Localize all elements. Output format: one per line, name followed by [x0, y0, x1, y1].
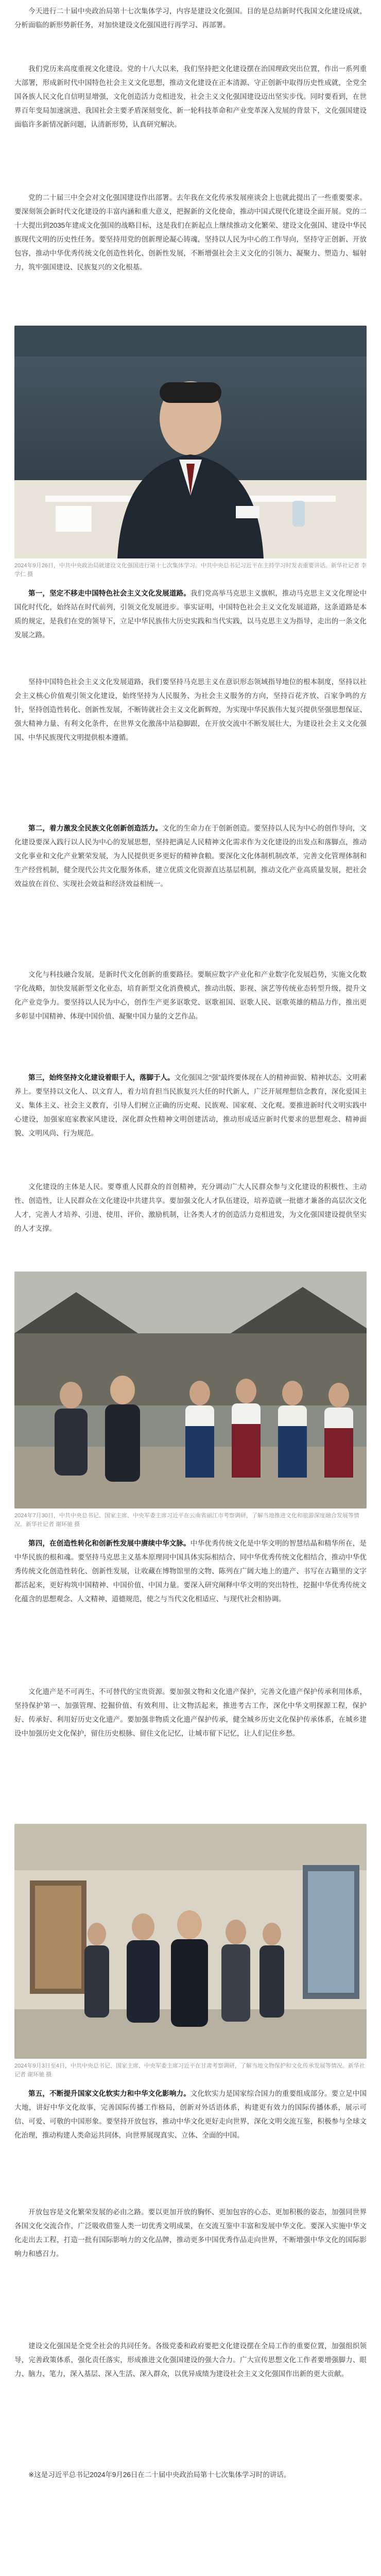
study-session-image [14, 326, 367, 558]
paragraph [14, 821, 367, 891]
photo-caption: 2024年9月3日至4日，中共中央总书记、国家主席、中央军委主席习近平在甘肃考察调研，了解当地文物保护和文化传承发展等情况。新华社记者 谢环驰 摄 [14, 2063, 365, 2078]
paragraph [14, 2468, 367, 2482]
paragraph-lead: 第二，着力激发全民族文化创新创造活力。 [28, 824, 163, 832]
paragraph-text: 文化遗产是不可再生、不可替代的宝贵资源。要加强文物和文化遗产保护，完善文化遗产保护传承利用体系，坚持保护第一、加强管理、挖掘价值、有效利用、让文物活起来，推进考古工作，深化中华文明探源工程，保护好、传承好、利用好历史文化遗产。要加强非物质文化遗产保护传承，健全城乡历史文化保护传承体系，在城乡建设中加强历史文化保护，留住历史根脉、留住文化记忆，让城市留下记忆，让人们记住乡愁。 [14, 1688, 367, 1737]
paragraph-text: 文化与科技融合发展，是新时代文化创新的重要路径。要顺应数字产业化和产业数字化发展趋势，实施文化数字化战略，加快发展新型文化业态，培育新型文化消费模式，推动出版、影视、演艺等传统业态转型升级，提升文化产业竞争力。要坚持以人民为中心，创作生产更多讴歌党、讴歌祖国、讴歌人民、讴歌英雄的精品力作，推出更多彰显中国精神、体现中国价值、凝聚中国力量的文艺作品。 [14, 971, 367, 1020]
paragraph-text: ※这是习近平总书记2024年9月26日在二十届中央政治局第十七次集体学习时的讲话。 [28, 2471, 291, 2479]
paragraph-text: 中华优秀传统文化是中华文明的智慧结晶和精华所在，是中华民族的根和魂。要坚持马克思主义基本原理同中国具体实际相结合、同中华优秀传统文化相结合，推动中华优秀传统文化创造性转化、创新性发展，让收藏在博物馆里的文物、陈列在广阔大地上的遗产、书写在古籍里的文字都活起来，更好构筑中国精神、中国价值、中国力量。要深入研究阐释中华文明的突出特性，挖掘中华优秀传统文化蕴含的思想观念、人文精神、道德规范，使之与当代文化相适应、与现代社会相协调。 [14, 1539, 367, 1603]
photo-caption: 2024年9月26日，中共中央政治局就建设文化强国进行第十七次集体学习。中共中央总书记习近平在主持学习时发表重要讲话。新华社记者 李学仁 摄 [14, 563, 367, 578]
paragraph [14, 191, 367, 274]
paragraph [14, 1536, 367, 1606]
paragraph-lead: 第四，在创造性转化和创新性发展中赓续中华文脉。 [28, 1539, 190, 1547]
paragraph-text: 开放包容是文化繁荣发展的必由之路。要以更加开放的胸怀、更加包容的心态、更加积极的姿态，加强同世界各国文化交流合作，广泛吸收借鉴人类一切优秀文明成果，在交流互鉴中丰富和发展中华文化。要深入实施中华文化走出去工程，打造一批有国际影响力的文化品牌，推动更多中国优秀作品走向世界，不断增强中华文化的国际影响力和感召力。 [14, 2208, 367, 2258]
lijiang-visit-image [14, 1272, 367, 1509]
gansu-visit-image [14, 1824, 367, 2059]
paragraph-text: 建设文化强国是全党全社会的共同任务。各级党委和政府要把文化建设摆在全局工作的重要位置，加强组织领导，完善政策体系，强化责任落实，形成推进文化强国建设的强大合力。广大宣传思想文化工作者要增强脚力、眼力、脑力、笔力，深入基层、深入生活、深入群众，以优异成绩为建设社会主义文化强国作出新的更大贡献。 [14, 2342, 367, 2378]
paragraph [14, 675, 367, 744]
paragraph [14, 2205, 367, 2261]
paragraph-text: 文化强国之“强”最终要体现在人的精神面貌、精神状态、文明素养上。要坚持以文化人、以文育人，着力培育担当民族复兴大任的时代新人，广泛开展理想信念教育，深化爱国主义、集体主义、社会主义教育，引导人们树立正确的历史观、民族观、国家观、文化观。要推进新时代文明实践中心建设，加强家庭家教家风建设，深化群众性精神文明创建活动，推动形成适应新时代要求的思想观念、精神面貌、文明风尚、行为规范。 [14, 1074, 367, 1137]
paragraph [14, 1180, 367, 1235]
paragraph [14, 1071, 367, 1140]
paragraph [14, 586, 367, 642]
paragraph [14, 968, 367, 1023]
paragraph [14, 1685, 367, 1740]
photo-lijiang-visit [14, 1272, 367, 1509]
paragraph [14, 4, 367, 32]
paragraph-text: 文化建设的主体是人民。要尊重人民群众的首创精神，充分调动广大人民群众参与文化建设的积极性、主动性、创造性，让人民群众在文化建设中共建共享。要加强文化人才队伍建设，培养造就一批德才兼备的高层次文化人才，完善人才培养、引进、使用、评价、激励机制，让各类人才的创造活力竞相进发，为文化强国建设提供坚实的人才支撑。 [14, 1183, 367, 1232]
paragraph-text: 我们党历来高度重视文化建设。党的十八大以来，我们坚持把文化建设摆在治国理政突出位置，作出一系列重大部署，形成新时代中国特色社会主义文化思想，推动文化建设在正本清源、守正创新中取得历史性成就，全党全国各族人民文化自信明显增强，文化创造活力竞相进发，社会主义文化强国建设迈出坚实步伐。同时要看到，在世界百年变局加速演进、我国社会主要矛盾深刻变化、新一轮科技革命和产业变革深入发展的背景下，文化强国建设面临许多新情况新问题，认清新形势，认真研究解决。 [14, 65, 367, 128]
paragraph [14, 2339, 367, 2381]
paragraph-text: 文化软实力是国家综合国力的重要组成部分。要立足中国大地，讲好中华文化故事，完善国际传播工作格局，创新对外话语体系，构建更有效力的国际传播体系，展示可信、可爱、可敬的中国形象。要坚持开放包容，推动中华文化更好走向世界，深化文明交流互鉴，积极参与全球文化治理，推动构建人类命运共同体，向世界展现真实、立体、全面的中国。 [14, 2090, 367, 2139]
paragraph [14, 2087, 367, 2142]
paragraph-text: 今天进行二十届中央政治局第十七次集体学习，内容是建设文化强国。目的是总结新时代我国文化建设成就，分析面临的新形势新任务，对加快建设文化强国进行再学习、再部署。 [14, 7, 367, 29]
paragraph-lead: 第一，坚定不移走中国特色社会主义文化发展道路。 [28, 589, 190, 597]
paragraph [14, 62, 367, 131]
photo-study-session [14, 326, 367, 558]
paragraph-text: 我们党高举马克思主义旗帜，推动马克思主义文化理论中国化时代化，始终站在时代前列，引领文化发展进步。事实证明，中国特色社会主义文化发展道路，这条道路是本质的规定，是我们在党的领导下，立足中华民族伟大历史实践和当代实践，以马克思主义为指导，走出的一条文化发展之路。 [14, 589, 367, 639]
photo-gansu-visit [14, 1824, 367, 2059]
paragraph-text: 党的二十届三中全会对文化强国建设作出部署。去年我在文化传承发展座谈会上也就此提出了一些重要要求。要深刻领会新时代文化建设的丰富内涵和重大意义，把握新的文化使命，推动中国式现代化建设全面开展。党的二十大提出到2035年建成文化强国的战略目标，这是我们在新起点上继续推动文化繁荣、建设文化强国、建设中华民族现代文明的历史性任务。要坚持用党的创新理论凝心铸魂，坚持以人民为中心的工作导向，坚持守正创新、开放包容，推动中华优秀传统文化创造性转化、创新性发展，不断增强社会主义文化的引领力、凝聚力、塑造力、辐射力，筑牢强国建设、民族复兴的文化根基。 [14, 194, 367, 271]
photo-caption: 2024年7月30日，中共中央总书记、国家主席、中央军委主席习近平在云南省丽江市考察调研，了解当地推进文化和旅游深度融合发展等情况。新华社记者 谢环驰 摄 [14, 1513, 359, 1528]
paragraph-text: 坚持中国特色社会主义文化发展道路，我们要坚持马克思主义在意识形态领域指导地位的根本制度，坚持以社会主义核心价值观引领文化建设，始终坚持为人民服务、为社会主义服务的方向，坚持百花齐放、百家争鸣的方针，坚持创造性转化、创新性发展，不断铸就社会主义文化新辉煌，为实现中华民族伟大复兴提供坚强思想保证、强大精神力量、有利文化条件，在世界文化激荡中站稳脚跟，在开放交流中不断发展壮大，为建设社会主义文化强国、中华民族现代文明提供根本遵循。 [14, 678, 367, 741]
paragraph-lead: 第五，不断提升国家文化软实力和中华文化影响力。 [28, 2090, 190, 2097]
paragraph-text: 文化的生命力在于创新创造。要坚持以人民为中心的创作导向，文化建设要深入践行以人民为中心的发展思想，坚持把满足人民精神文化需求作为文化建设的出发点和落脚点，推动文化事业和文化产业繁荣发展，为人民提供更多更好的精神食粮。要深化文化体制机制改革，完善文化管理体制和生产经营机制，健全现代公共文化服务体系，建立优质文化资源直达基层机制，推动文化产业高质量发展，把社会效益放在首位、实现社会效益和经济效益相统一。 [14, 824, 367, 888]
paragraph-lead: 第三，始终坚持文化建设着眼于人，落脚于人。 [28, 1074, 175, 1081]
